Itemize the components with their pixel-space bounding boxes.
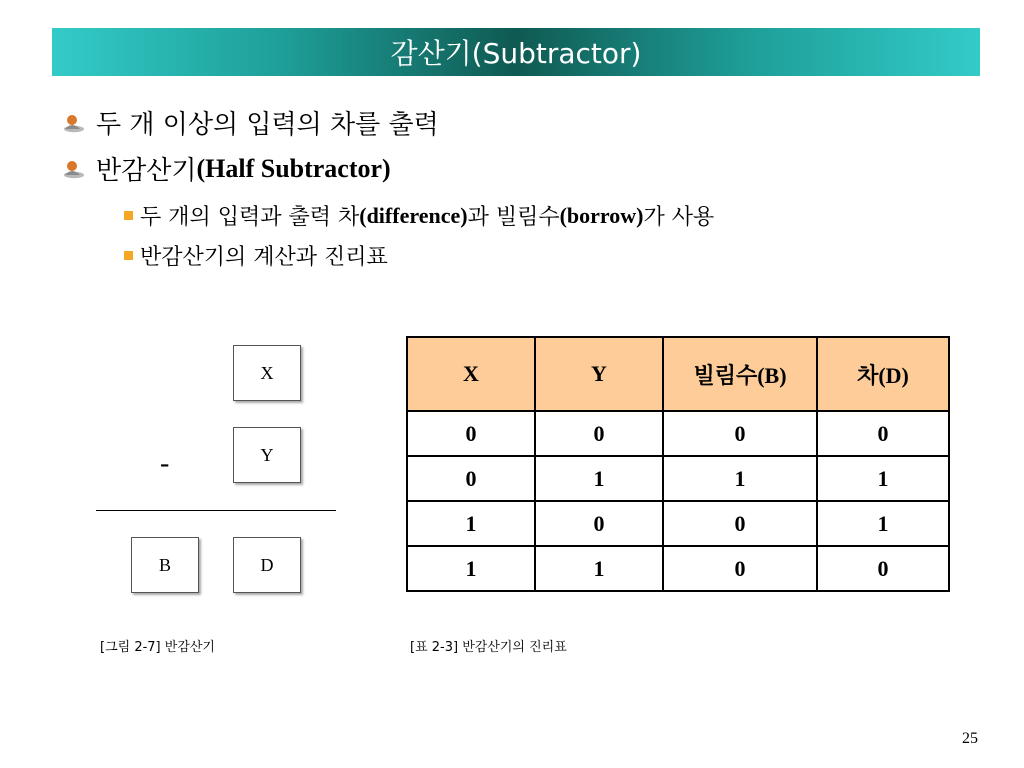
table-cell: 1 (407, 546, 535, 591)
figure-caption: [그림 2-7] 반감산기 (100, 640, 215, 655)
bullet-2-text-kr: 반감산기 (96, 156, 197, 186)
table-row (407, 456, 949, 501)
person-bullet-icon (62, 159, 86, 179)
diagram-box-d (233, 537, 301, 593)
slide-title: 감산기(Subtractor) (390, 37, 642, 70)
table-header-difference: 차(D) (817, 337, 949, 411)
truth-table (406, 336, 950, 592)
slide-title-bar (52, 28, 980, 76)
sub-bullet-1-part2: (difference) (359, 202, 468, 228)
sub-bullet-2 (124, 240, 388, 271)
table-cell: 0 (817, 546, 949, 591)
diagram-label-d: D (260, 554, 274, 575)
table-cell: 0 (407, 456, 535, 501)
diagram-label-x: X (260, 362, 274, 383)
table-header-row (407, 337, 949, 411)
table-cell: 0 (663, 411, 817, 456)
diagram-label-y: Y (260, 444, 274, 465)
diagram-box-x (233, 345, 301, 401)
page-number: 25 (962, 730, 978, 747)
table-cell: 1 (817, 501, 949, 546)
table-row (407, 411, 949, 456)
sub-bullet-1-part3: 과 빌림수 (467, 205, 560, 230)
sub-bullet-2-text: 반감산기의 계산과 진리표 (140, 245, 388, 270)
bullet-1-text: 두 개 이상의 입력의 차를 출력 (96, 110, 439, 140)
table-cell: 0 (663, 501, 817, 546)
table-cell: 0 (535, 411, 663, 456)
bullet-1 (62, 104, 439, 141)
diagram-label-b: B (158, 554, 171, 575)
table-cell: 1 (407, 501, 535, 546)
sub-bullet-1-part5: 가 사용 (643, 205, 715, 230)
bullet-2 (62, 150, 391, 187)
table-cell: 0 (535, 501, 663, 546)
subtraction-line (96, 510, 336, 511)
table-cell: 1 (535, 456, 663, 501)
diagram-box-y (233, 427, 301, 483)
square-bullet-icon (124, 211, 133, 220)
sub-bullet-1 (124, 200, 714, 231)
table-header-y: Y (535, 337, 663, 411)
table-cell: 0 (407, 411, 535, 456)
square-bullet-icon (124, 251, 133, 260)
table-cell: 1 (817, 456, 949, 501)
table-cell: 1 (535, 546, 663, 591)
table-cell: 1 (663, 456, 817, 501)
table-cell: 0 (817, 411, 949, 456)
minus-operator: - (160, 448, 170, 479)
table-row (407, 501, 949, 546)
table-header-borrow: 빌림수(B) (663, 337, 817, 411)
sub-bullet-1-part4: (borrow) (559, 202, 644, 228)
table-cell: 0 (663, 546, 817, 591)
bullet-2-text-en: (Half Subtractor) (196, 153, 391, 183)
diagram-box-b (131, 537, 199, 593)
person-bullet-icon (62, 113, 86, 133)
sub-bullet-1-part1: 두 개의 입력과 출력 차 (140, 205, 360, 230)
table-caption: [표 2-3] 반감산기의 진리표 (410, 640, 567, 655)
table-row (407, 546, 949, 591)
table-header-x: X (407, 337, 535, 411)
